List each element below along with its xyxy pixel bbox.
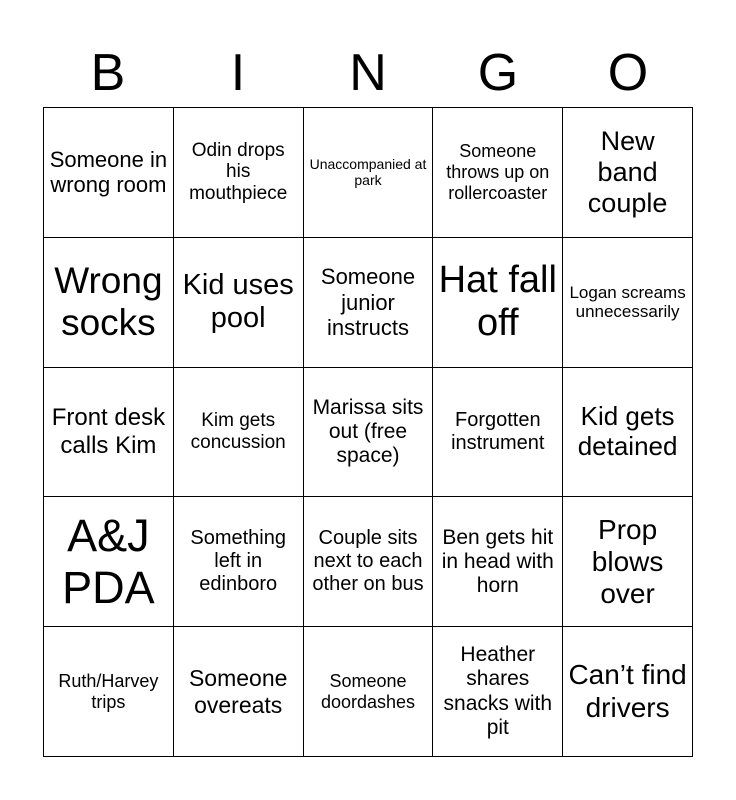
bingo-cell-i-3[interactable] [174,368,304,498]
bingo-cell-g-1[interactable] [433,108,563,238]
bingo-cell-b-5[interactable] [44,627,174,757]
bingo-cell-i-1[interactable] [174,108,304,238]
header-letter-i: I [230,44,246,102]
bingo-cell-n-3[interactable] [304,368,434,498]
bingo-cell-o-2[interactable] [563,238,693,368]
bingo-cell-i-2[interactable] [174,238,304,368]
bingo-cell-label: Someone doordashes [320,670,416,712]
bingo-cell-label: Front desk calls Kim [51,404,166,459]
bingo-cell-label: Someone overeats [188,665,288,718]
bingo-cell-label: Someone in wrong room [49,147,168,198]
bingo-cell-b-1[interactable] [44,108,174,238]
bingo-cell-b-2[interactable] [44,238,174,368]
bingo-cell-b-3[interactable] [44,368,174,498]
bingo-cell-n-1[interactable] [304,108,434,238]
bingo-cell-label: Ruth/Harvey trips [58,670,159,712]
bingo-cell-label: Heather shares snacks with pit [443,643,553,739]
bingo-cell-g-3[interactable] [433,368,563,498]
header-letter-o: O [607,44,649,102]
bingo-cell-i-4[interactable] [174,497,304,627]
bingo-cell-label: Forgotten instrument [451,408,545,454]
bingo-cell-label: Can’t find drivers [568,659,687,723]
bingo-cell-o-5[interactable] [563,627,693,757]
bingo-cell-g-5[interactable] [433,627,563,757]
bingo-cell-label: A&J PDA [62,510,155,613]
bingo-cell-label: Kim gets concussion [190,410,286,453]
bingo-cell-o-3[interactable] [563,368,693,498]
bingo-cell-label: Kid uses pool [182,268,294,335]
bingo-cell-label: Someone throws up on rollercoaster [446,141,550,203]
bingo-cell-label: New band couple [587,125,668,218]
bingo-grid [43,107,693,757]
bingo-cell-o-4[interactable] [563,497,693,627]
bingo-cell-label: Kid gets detained [577,401,678,461]
bingo-cell-n-2[interactable] [304,238,434,368]
bingo-cell-n-5[interactable] [304,627,434,757]
bingo-cell-label: Wrong socks [54,259,163,344]
bingo-cell-label: Hat fall off [438,258,557,345]
header-letter-g: G [477,44,519,102]
bingo-cell-o-1[interactable] [563,108,693,238]
bingo-cell-label: Logan screams unnecessarily [569,282,686,322]
bingo-cell-n-4[interactable] [304,497,434,627]
bingo-cell-g-4[interactable] [433,497,563,627]
bingo-cell-label: Marissa sits out (free space) [312,395,424,468]
bingo-cell-label: Odin drops his mouthpiece [189,139,288,205]
bingo-header [43,38,693,108]
bingo-cell-label: Ben gets hit in head with horn [441,525,554,597]
bingo-cell-b-4[interactable] [44,497,174,627]
bingo-cell-i-5[interactable] [174,627,304,757]
header-letter-b: B [90,44,126,102]
bingo-cell-label: Unaccompanied at park [309,156,427,189]
bingo-cell-label: Something left in edinboro [190,527,286,596]
bingo-cell-label: Prop blows over [591,513,664,609]
header-letter-n: N [349,44,387,102]
bingo-cell-g-2[interactable] [433,238,563,368]
bingo-cell-label: Someone junior instructs [320,264,416,340]
bingo-cell-label: Couple sits next to each other on bus [312,527,424,596]
